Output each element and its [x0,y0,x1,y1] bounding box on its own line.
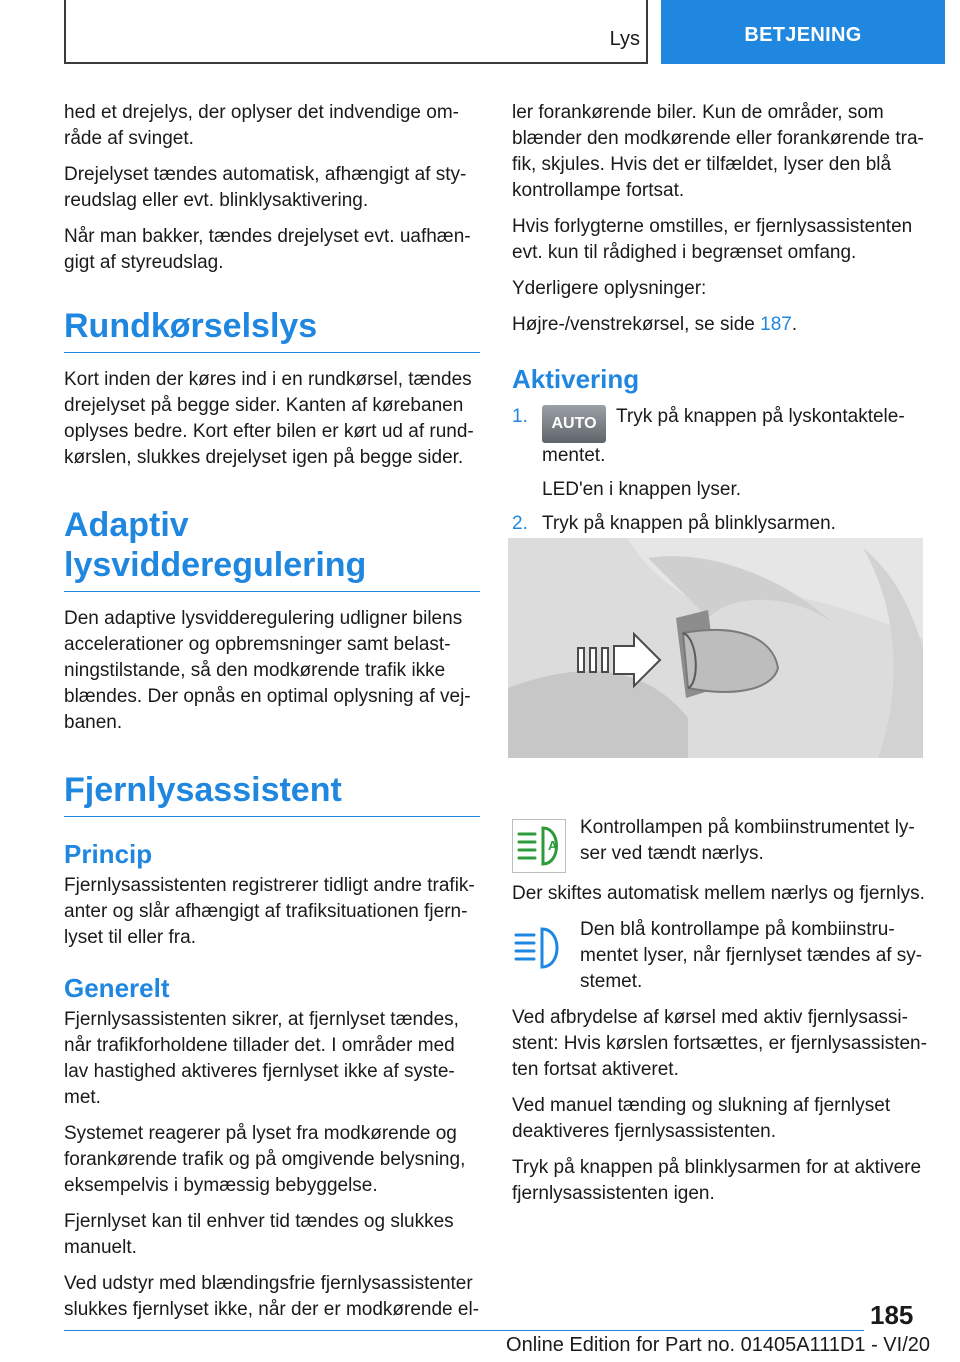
low-beam-indicator-text: Kontrollampen på kombiinstrumentet ly-ser ved tændt nærlys. [580,817,915,864]
svg-text:A: A [548,838,558,853]
paragraph-rundkorselslys: Kort inden der køres ind i en rundkørsel, tændes drejelyset på begge sider. Kanten af kørebanen oplyses bedre. Kort efter bilen er kørt ud af rund-kørslen, slukkes drejelyset igen på begge sider. [64,369,474,468]
heading-fjernlysassistent: Fjernlysassistent [64,770,480,817]
paragraph-generelt: Fjernlyset kan til enhver tid tændes og slukkes manuelt. [64,1211,454,1258]
paragraph-switch: Der skiftes automatisk mellem nærlys og fjernlys. [512,883,925,904]
paragraph-princip: Fjernlysassistenten registrerer tidligt andre trafik-anter og slår afhængigt af trafiksituationen fjern-lyset til eller fra. [64,875,475,948]
intro-paragraph: hed et drejelys, der oplyser det indvendige om-råde af svinget. [64,102,460,149]
closing-paragraph: Ved afbrydelse af kørsel med aktiv fjernlysassi-stent: Hvis kørslen fortsættes, er fjernlysassisten-ten fortsat aktiveret. [512,1007,927,1080]
step-text: Tryk på knappen på blinklysarmen. [542,513,836,534]
high-beam-indicator-icon [512,921,566,975]
step-text: Tryk på knappen på lyskontaktele-mentet. [542,406,905,466]
continued-paragraph: ler forankørende biler. Kun de områder, som blænder den modkørende eller forankørende tra-fik, skjules. Hvis det er tilfældet, lyser den blå kontrollampe fortsat. [512,102,924,201]
header-chapter-tab[interactable]: BETJENING [661,0,945,64]
low-beam-indicator-icon [512,819,566,873]
intro-paragraph: Når man bakker, tændes drejelyset evt. uafhæn-gigt af styreudslag. [64,226,471,273]
heading-aktivering: Aktivering [512,364,640,394]
reference-paragraph: Højre-/venstrekørsel, se side 187. [512,314,798,335]
step-2 [512,511,928,537]
heading-rundkorselslys: Rundkørselslys [64,306,480,353]
footer-rule [64,1330,864,1331]
closing-paragraph: Ved manuel tænding og slukning af fjernlyset deaktiveres fjernlysassistenten. [512,1095,891,1142]
turn-signal-stalk-photo [508,538,923,758]
step-number: 1. [512,406,528,427]
page-number: 185 [870,1300,914,1330]
edition-footer: Online Edition for Part no. 01405A111D1 - VI/20 [506,1334,930,1356]
step-note: LED'en i knappen lyser. [542,479,742,500]
paragraph-adaptiv: Den adaptive lysvidderegulering udligner bilens accelerationer og opbremsninger samt belast-ningstilstande, så den modkørende trafik ikke blændes. Der opnås en optimal oplysning af vej-banen. [64,608,471,733]
high-beam-indicator-row [512,917,928,995]
paragraph-generelt: Fjernlysassistenten sikrer, at fjernlyset tændes, når trafikforholdene tillader det. I områder med lav hastighed aktiveres fjernlyset ikke af syste-met. [64,1009,459,1108]
paragraph-generelt: Ved udstyr med blændingsfrie fjernlysassistenter slukkes fjernlyset ikke, når der er modkørende el- [64,1273,479,1320]
heading-generelt: Generelt [64,973,170,1003]
step-1 [512,404,928,503]
continued-paragraph: Hvis forlygterne omstilles, er fjernlysassistenten evt. kun til rådighed i begrænset omfang. [512,216,913,263]
continued-paragraph: Yderligere oplysninger: [512,278,707,299]
closing-paragraph: Tryk på knappen på blinklysarmen for at aktivere fjernlysassistenten igen. [512,1157,922,1204]
header-box [64,0,648,64]
high-beam-indicator-text: Den blå kontrollampe på kombiinstru-mentet lyser, når fjernlyset tændes af sy-stemet. [580,919,923,992]
auto-button-icon: AUTO [542,405,606,443]
heading-adaptiv: Adaptiv lysvidderegulering [64,505,480,592]
header-section: Lys [609,28,640,50]
paragraph-generelt: Systemet reagerer på lyset fra modkørende og forankørende trafik og på omgivende belysning, eksempelvis i bymæssig bebyggelse. [64,1123,466,1196]
page-link-187[interactable]: 187 [760,314,792,335]
step-number: 2. [512,513,528,534]
heading-princip: Princip [64,839,153,869]
left-column [64,100,480,1333]
intro-paragraph: Drejelyset tændes automatisk, afhængigt af sty-reudslag eller evt. blinklysaktivering. [64,164,467,211]
low-beam-indicator-row [512,815,928,871]
